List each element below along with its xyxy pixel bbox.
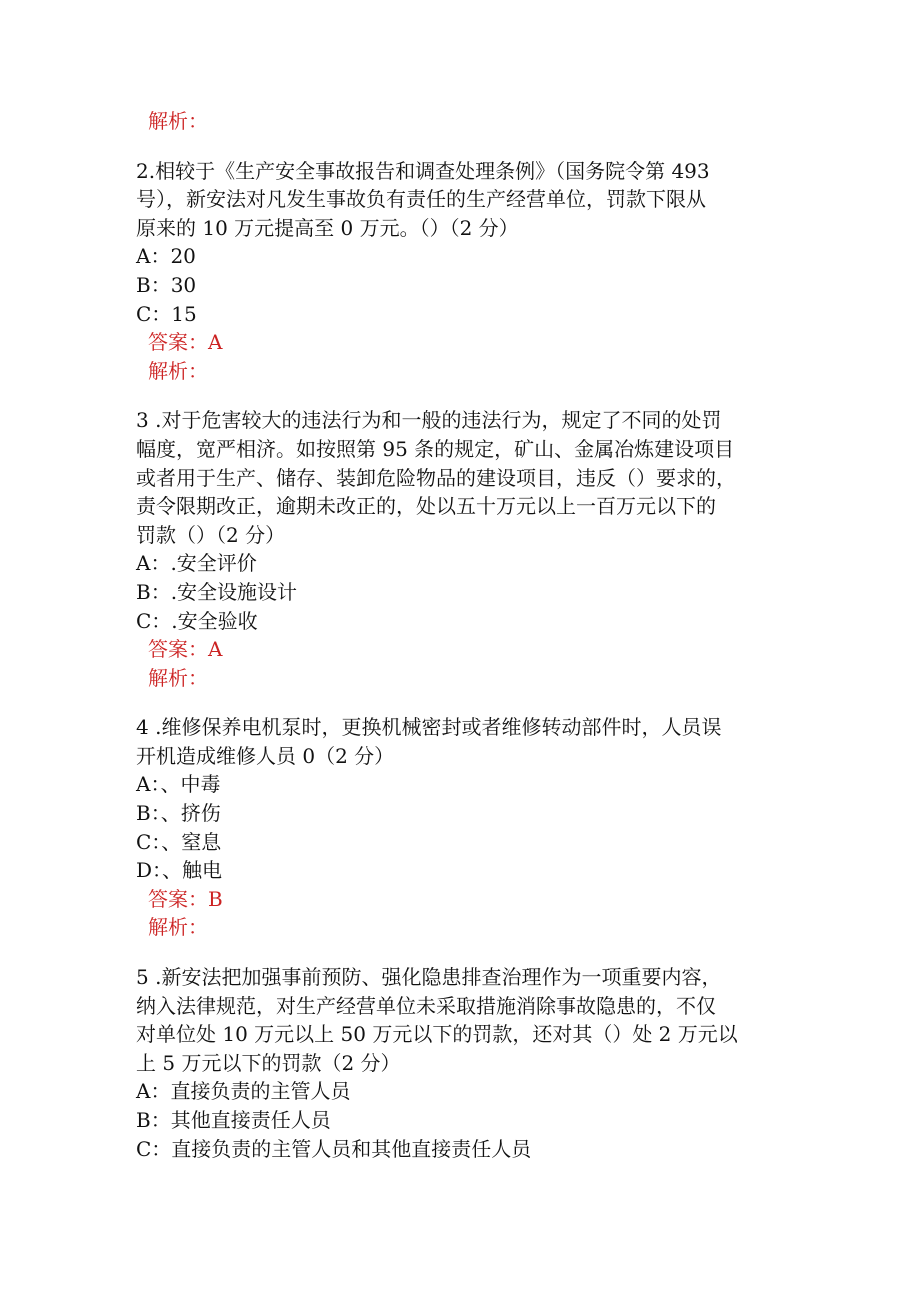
analysis-label: 解析： xyxy=(148,665,208,690)
analysis-label: 解析： xyxy=(148,915,208,940)
question-text-line: 幅度，宽严相济。如按照第 95 条的规定，矿山、金属冶炼建设项目 xyxy=(136,436,735,461)
option-c: C：直接负责的主管人员和其他直接责任人员 xyxy=(136,1136,532,1161)
option-b: B：.安全设施设计 xyxy=(136,579,298,604)
option-a: A：20 xyxy=(136,244,196,269)
question-text-line: 开机造成维修人员 0（2 分） xyxy=(136,743,395,768)
option-c: C：15 xyxy=(136,301,197,326)
question-list xyxy=(136,107,786,1163)
prev-analysis-label: 解析： xyxy=(148,109,208,133)
analysis-label: 解析： xyxy=(148,358,208,383)
question-text-line: 号），新安法对凡发生事故负有责任的生产经营单位，罚款下限从 xyxy=(136,187,706,212)
option-b: B：、挤伤 xyxy=(136,801,221,826)
question-5 xyxy=(136,963,786,1163)
question-text-line: 原来的 10 万元提高至 0 万元。（）（2 分） xyxy=(136,215,519,240)
option-b: B：30 xyxy=(136,272,197,297)
question-text-line: 责令限期改正，逾期未改正的，处以五十万元以上一百万元以下的 xyxy=(136,494,716,519)
question-text-line: 对单位处 10 万元以上 50 万元以下的罚款，还对其（）处 2 万元以 xyxy=(136,1022,738,1047)
answer-label: 答案：A xyxy=(148,637,223,662)
option-a: A：直接负责的主管人员 xyxy=(136,1079,351,1104)
question-4 xyxy=(136,713,786,942)
question-text-line: 或者用于生产、储存、装卸危险物品的建设项目，违反（）要求的， xyxy=(136,465,736,490)
option-c: C：.安全验收 xyxy=(136,608,258,633)
question-3 xyxy=(136,406,786,692)
question-text-line: 纳入法律规范，对生产经营单位未采取措施消除事故隐患的，不仅 xyxy=(136,993,716,1018)
option-b: B：其他直接责任人员 xyxy=(136,1108,331,1132)
option-a: A：.安全评价 xyxy=(136,551,257,576)
question-text-line: 上 5 万元以下的罚款（2 分） xyxy=(136,1050,401,1075)
question-text-line: 4 .维修保养电机泵时，更换机械密封或者维修转动部件时，人员误 xyxy=(136,715,722,740)
answer-label: 答案：A xyxy=(148,330,223,355)
option-a: A：、中毒 xyxy=(136,772,221,797)
question-text-line: 5 .新安法把加强事前预防、强化隐患排查治理作为一项重要内容， xyxy=(136,965,722,990)
question-text-line: 2.相较于《生产安全事故报告和调查处理条例》（国务院令第 493 xyxy=(136,158,710,183)
question-text-line: 罚款（）（2 分） xyxy=(136,522,286,547)
option-c: C：、窒息 xyxy=(136,829,222,854)
answer-label: 答案：B xyxy=(148,886,223,911)
question-2 xyxy=(136,157,786,386)
option-d: D：、触电 xyxy=(136,858,223,883)
question-text-line: 3 .对于危害较大的违法行为和一般的违法行为，规定了不同的处罚 xyxy=(136,408,722,433)
